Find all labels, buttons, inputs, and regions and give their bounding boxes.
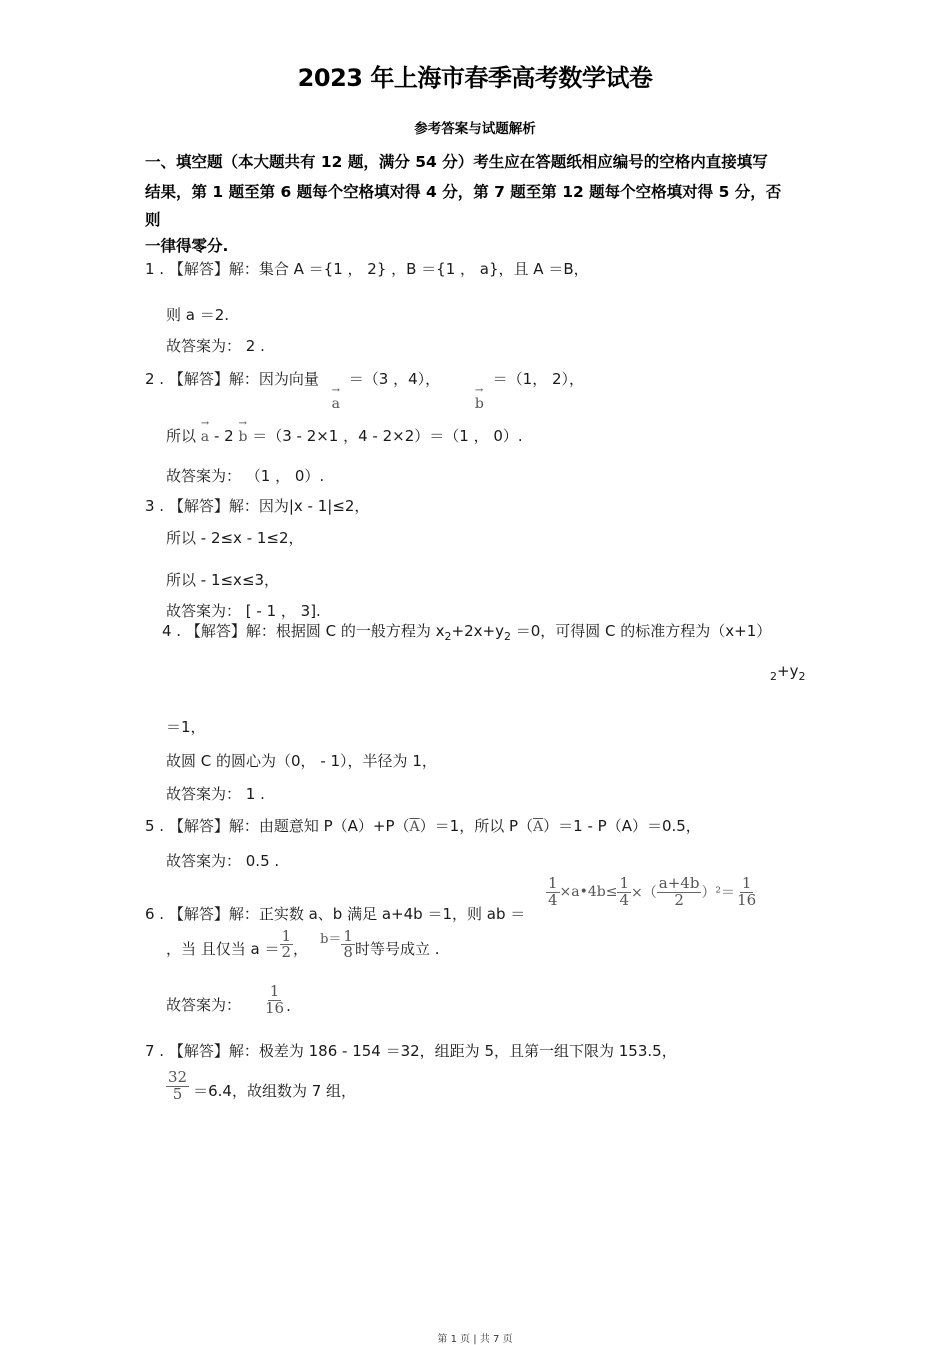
denominator: 2 — [281, 943, 292, 962]
answer-2-eq-a: ＝（3 ，4）， — [348, 370, 441, 388]
answer-2-answer: 故答案为： （1 ， 0）. — [166, 467, 325, 485]
answer-4-line-2 — [770, 662, 805, 683]
vector-a: → a — [201, 429, 209, 445]
denominator: 5 — [172, 1084, 183, 1103]
answer-6-answer-suffix: . — [286, 996, 291, 1015]
vector-b: → b — [475, 396, 484, 412]
fraction — [166, 1070, 189, 1103]
answer-1-line-1: 1 . 【解答】解：集合 A ＝{1 ， 2} ，B ＝{1 ， a}，且 A ＝B， — [145, 260, 589, 278]
answer-4-text-a: 4 . 【解答】解：根据圆 C 的一般方程为 x — [162, 622, 445, 640]
answer-2-line-2 — [166, 425, 523, 446]
answer-1-line-2: 则 a ＝2. — [166, 306, 230, 324]
answer-7-line-2-text: ＝6.4，故组数为 7 组， — [193, 1081, 357, 1100]
answer-4-line-4: 故圆 C 的圆心为（0， - 1），半径为 1， — [166, 752, 437, 770]
numerator: 1 — [548, 874, 558, 892]
fraction — [263, 984, 286, 1017]
formula-text: ×a•4b≤ — [559, 884, 618, 901]
subscript: 2 — [798, 670, 806, 683]
vector-b: → b — [238, 429, 247, 445]
answer-4-answer: 故答案为： 1 . — [166, 785, 265, 803]
answer-3-answer: 故答案为： [ - 1 ， 3]. — [166, 602, 321, 620]
fraction — [735, 876, 758, 909]
numerator: 1 — [281, 926, 292, 945]
answer-2-line-2-mid: - 2 — [213, 427, 234, 445]
formula-text: ）²＝ — [701, 885, 736, 902]
numerator: 1 — [741, 874, 752, 892]
formula-text: ×（ — [631, 885, 657, 902]
answer-6-line-2 — [166, 928, 439, 961]
subscript: 2 — [770, 670, 777, 683]
section-header-line-4: 一律得零分. — [145, 237, 229, 255]
fraction — [546, 876, 560, 909]
answer-2-intro: 2 . 【解答】解：因为向量 — [145, 370, 319, 388]
answer-3-line-1: 3 . 【解答】解：因为|x - 1|≤2， — [145, 497, 370, 515]
answer-5-part-3: ）＝1 - P（A）＝0.5， — [543, 817, 701, 835]
answer-5-line-1 — [145, 815, 701, 836]
section-header-line-1: 一、填空题（本大题共有 12 题，满分 54 分）考生应在答题纸相应编号的空格内直接填写 — [145, 153, 768, 171]
answer-6-line-1: 6 . 【解答】解：正实数 a、b 满足 a+4b ＝1，则 ab ＝ — [145, 905, 526, 923]
inequality-formula — [546, 876, 758, 909]
answer-2-line-1 — [145, 368, 585, 412]
answer-6-line-2-c: 时等号成立 . — [354, 940, 440, 958]
b-equals: b＝ — [320, 932, 342, 947]
denominator: 16 — [265, 998, 285, 1017]
answer-1-answer: 故答案为： 2 . — [166, 337, 265, 355]
answer-6-answer-label: 故答案为： — [166, 995, 242, 1014]
answer-3-line-2: 所以 - 2≤x - 1≤2， — [166, 529, 304, 547]
answer-6-line-2-a: ，当 且仅当 a ＝ — [166, 940, 280, 958]
answer-2-eq-b: ＝（1， 2）， — [492, 370, 585, 388]
fraction — [280, 926, 294, 962]
answer-4-line-1 — [162, 620, 771, 643]
fraction — [341, 926, 355, 962]
numerator: 1 — [269, 982, 280, 1000]
answer-5-part-2: ）＝1，所以 P（ — [419, 817, 534, 835]
numerator: a+4b — [658, 874, 700, 892]
answer-4-line-3: ＝1， — [166, 718, 206, 736]
vector-a: → a — [332, 396, 340, 412]
section-header-line-2: 结果，第 1 题至第 6 题每个空格填对得 4 分，第 7 题至第 12 题每个空格填对得 5 分，否 — [145, 183, 782, 201]
denominator: 2 — [674, 890, 684, 909]
page-subtitle: 参考答案与试题解析 — [414, 121, 536, 137]
section-header-line-3: 则 — [145, 211, 161, 229]
answer-7-line-2 — [166, 1070, 356, 1103]
numerator: 32 — [168, 1068, 188, 1086]
denominator: 8 — [343, 943, 353, 962]
complement-a: $\overline{A}$ — [533, 819, 544, 835]
answer-2-line-2-suffix: ＝（3 - 2×1 ，4 - 2×2）＝（1 ， 0）. — [252, 427, 523, 445]
answer-4-text-b: +2x+y — [451, 622, 504, 640]
denominator: 4 — [548, 890, 558, 909]
subscript: 2 — [503, 630, 511, 643]
answer-5-answer: 故答案为： 0.5 . — [166, 852, 280, 870]
subscript: 2 — [444, 630, 452, 643]
page-footer: 第 1 页 | 共 7 页 — [437, 1334, 513, 1345]
numerator: 1 — [619, 874, 630, 892]
denominator: 4 — [619, 890, 630, 909]
fraction — [657, 876, 702, 909]
answer-6-line-2-b: ， — [293, 940, 309, 958]
complement-a: $\overline{A}$ — [409, 819, 420, 835]
fraction — [617, 876, 631, 909]
answer-4-y: +y — [777, 662, 799, 680]
denominator: 16 — [737, 890, 757, 909]
answer-6-answer — [166, 984, 291, 1017]
page-title: 2023 年上海市春季高考数学试卷 — [297, 64, 653, 92]
answer-5-part-1: 5 . 【解答】解：由题意知 P（A）+P（ — [145, 817, 410, 835]
answer-3-line-3: 所以 - 1≤x≤3， — [166, 571, 280, 589]
answer-2-line-2-prefix: 所以 — [166, 427, 197, 445]
answer-4-text-c: ＝0，可得圆 C 的标准方程为（x+1） — [510, 622, 772, 640]
answer-7-line-1: 7 . 【解答】解：极差为 186 - 154 ＝32，组距为 5，且第一组下限为 153.5， — [145, 1042, 677, 1060]
numerator: 1 — [343, 926, 353, 945]
